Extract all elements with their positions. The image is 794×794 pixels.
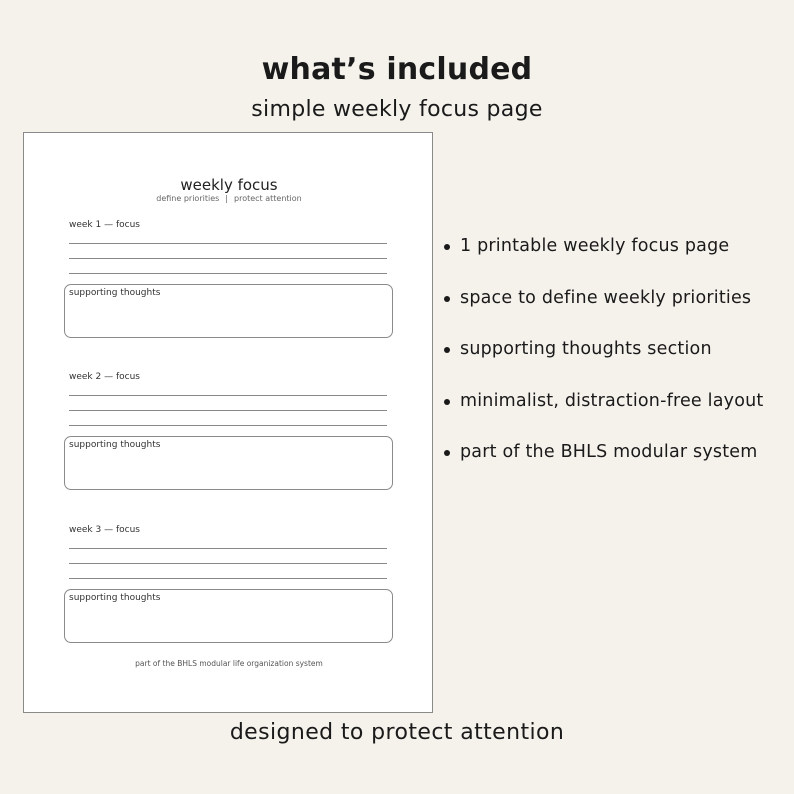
- writing-line: [69, 258, 387, 259]
- writing-line: [69, 425, 387, 426]
- writing-line: [69, 563, 387, 564]
- feature-item: [444, 288, 763, 340]
- supporting-thoughts-box: [64, 436, 393, 490]
- supporting-thoughts-label: supporting thoughts: [69, 593, 161, 603]
- feature-text: part of the BHLS modular system: [460, 442, 758, 462]
- writing-line: [69, 273, 387, 274]
- supporting-thoughts-box: [64, 284, 393, 338]
- feature-item: [444, 339, 763, 391]
- tagline: designed to protect attention: [229, 720, 565, 745]
- writing-line: [69, 578, 387, 579]
- worksheet-subtitle-right: protect attention: [234, 194, 302, 203]
- feature-text: supporting thoughts section: [460, 339, 712, 359]
- bullet-icon: [444, 347, 450, 353]
- writing-line: [69, 395, 387, 396]
- worksheet-subtitle-separator: |: [225, 194, 228, 203]
- feature-text: space to define weekly priorities: [460, 287, 752, 308]
- page-subtitle: simple weekly focus page: [251, 97, 543, 122]
- supporting-thoughts-label: supporting thoughts: [69, 288, 161, 298]
- worksheet-subtitle: [24, 194, 434, 203]
- week-label: week 3 — focus: [69, 525, 140, 535]
- supporting-thoughts-label: supporting thoughts: [69, 440, 161, 450]
- worksheet-subtitle-left: define priorities: [156, 194, 220, 203]
- page-title: what’s included: [261, 52, 533, 87]
- feature-text: 1 printable weekly focus page: [460, 236, 730, 256]
- bullet-icon: [444, 296, 450, 302]
- bullet-icon: [444, 399, 450, 405]
- feature-item: [444, 391, 763, 443]
- worksheet-footer: part of the BHLS modular life organization system: [135, 659, 323, 668]
- feature-list: [444, 236, 763, 494]
- week-label: week 1 — focus: [69, 220, 140, 230]
- bullet-icon: [444, 244, 450, 250]
- supporting-thoughts-box: [64, 589, 393, 643]
- worksheet-title: weekly focus: [180, 176, 278, 194]
- writing-line: [69, 548, 387, 549]
- feature-item: [444, 236, 763, 288]
- writing-line: [69, 410, 387, 411]
- writing-line: [69, 243, 387, 244]
- bullet-icon: [444, 450, 450, 456]
- worksheet-preview: [23, 132, 433, 713]
- week-label: week 2 — focus: [69, 372, 140, 382]
- feature-text: minimalist, distraction-free layout: [460, 390, 764, 411]
- feature-item: [444, 442, 763, 494]
